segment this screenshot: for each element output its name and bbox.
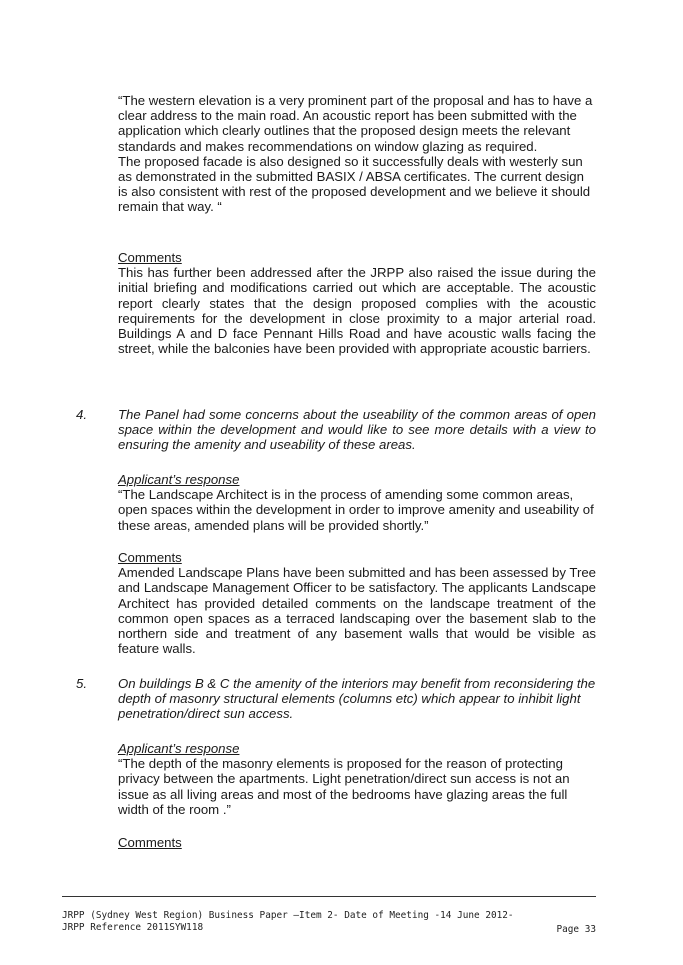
- comments-text: This has further been addressed after the JRPP also raised the issue during the initial briefing and modifications carried out which are acceptable. The acoustic report clearly states that the design proposed complies with the acoustic requirements for the development in close proximity to a major arterial road. Buildings A and D face Pennant Hills Road and have acoustic walls facing the street, while the balconies have been provided with appropriate acoustic barriers.: [118, 265, 596, 357]
- item5-comments-block: [118, 835, 596, 850]
- page-number: Page 33: [556, 924, 596, 935]
- quote-paragraph-1: “The western elevation is a very prominent part of the proposal and has to have a clear address to the main road. An acoustic report has been submitted with the application which clearly outlines that the proposed design meets the relevant standards and makes recommendations on window glazing as required.: [118, 93, 593, 154]
- item-number-5: 5.: [76, 676, 87, 691]
- comments-heading: Comments: [118, 250, 182, 265]
- item5-response-block: [118, 741, 596, 817]
- comments-block-acoustic: [118, 250, 596, 356]
- item4-question: The Panel had some concerns about the useability of the common areas of open space within the development and would like to see more details with a view to ensuring the amenity and useability of these areas.: [118, 407, 596, 453]
- item5-question: On buildings B & C the amenity of the interiors may benefit from reconsidering the depth of masonry structural elements (columns etc) which appear to inhibit light penetration/direct sun access.: [118, 676, 596, 722]
- footer-line-1: JRPP (Sydney West Region) Business Paper –Item 2- Date of Meeting -14 June 2012-: [62, 910, 514, 921]
- quote-block-western-elevation: [118, 93, 596, 215]
- response-heading: Applicant’s response: [118, 741, 240, 756]
- footer-divider: [62, 896, 596, 897]
- response-text: “The Landscape Architect is in the process of amending some common areas, open spaces within the development in order to improve amenity and useability of these areas, amended plans will be provided shortly.”: [118, 487, 594, 533]
- comments-heading: Comments: [118, 550, 182, 565]
- footer-line-2: JRPP Reference 2011SYW118: [62, 922, 204, 933]
- response-heading: Applicant’s response: [118, 472, 240, 487]
- comments-heading: Comments: [118, 835, 182, 850]
- item4-response-block: [118, 472, 596, 533]
- response-text: “The depth of the masonry elements is proposed for the reason of protecting privacy between the apartments. Light penetration/direct sun access is not an issue as all living areas and most of the bedrooms have glazing areas the full width of the room .”: [118, 756, 570, 817]
- comments-text: Amended Landscape Plans have been submitted and has been assessed by Tree and Landscape Management Officer to be satisfactory. The applicants Landscape Architect has provided detailed comments on the landscape treatment of the common open spaces as a terraced landscaping over the basement slab to the northern side and treatment of any basement walls that would be visible as feature walls.: [118, 565, 597, 657]
- item4-comments-block: [118, 550, 596, 656]
- item-number-4: 4.: [76, 407, 87, 422]
- quote-paragraph-2: The proposed facade is also designed so it successfully deals with westerly sun as demonstrated in the submitted BASIX / ABSA certificates. The current design is also consistent with rest of the proposed development and we believe it should remain that way. “: [118, 153, 591, 215]
- page-footer: [62, 910, 596, 934]
